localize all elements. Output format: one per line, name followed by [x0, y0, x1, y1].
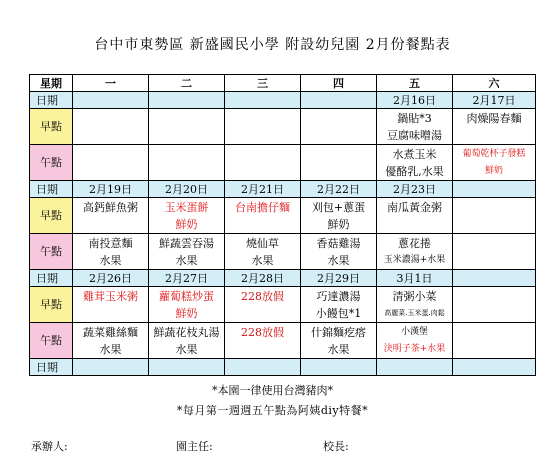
signature-handler: 承辦人:: [31, 440, 68, 453]
meal-item: 水果: [99, 342, 122, 356]
date-label: 日期: [30, 181, 73, 198]
meal-cell: [73, 323, 149, 359]
meal-table: [29, 74, 536, 376]
meal-item: 玉米蛋餅: [164, 200, 209, 214]
weekday-corner-header: 星期: [30, 75, 73, 92]
meal-cell: [225, 198, 301, 234]
meal-cell: [149, 145, 225, 181]
meal-cell: [453, 198, 536, 234]
meal-item: 巧達濃湯: [316, 289, 361, 303]
signature-director: 園主任:: [176, 440, 213, 453]
meal-item: 高鈣鮮魚粥: [83, 200, 138, 214]
weekday-header: 六: [453, 75, 536, 92]
meal-cell: [225, 323, 301, 359]
meal-item: 鮮蔬花枝丸湯: [153, 325, 220, 339]
date-row: [30, 359, 536, 376]
weekday-header: 五: [377, 75, 453, 92]
meal-item: 南瓜黃金粥: [387, 200, 442, 214]
meal-cell: [149, 198, 225, 234]
afternoon-label: 午點: [30, 234, 73, 270]
date-label: 日期: [30, 359, 73, 376]
meal-cell: [301, 198, 377, 234]
meal-cell: [377, 198, 453, 234]
date-cell: 2月27日: [149, 270, 225, 287]
meal-cell: [301, 234, 377, 270]
date-cell: [73, 359, 149, 376]
meal-item: 228放假: [241, 289, 284, 303]
morning-row: [30, 198, 536, 234]
meal-cell: [377, 323, 453, 359]
meal-item: 小漢堡: [400, 326, 428, 337]
afternoon-row: [30, 234, 536, 270]
meal-cell: [301, 287, 377, 323]
morning-label: 早點: [30, 109, 73, 145]
date-cell: [73, 92, 149, 109]
meal-cell: [225, 234, 301, 270]
meal-item: 鍋貼*3: [397, 111, 432, 125]
date-cell: 2月22日: [301, 181, 377, 198]
meal-item: 水果: [175, 253, 198, 267]
date-cell: [149, 92, 225, 109]
meal-item: 優酪乳,水果: [385, 164, 444, 178]
meal-cell: [453, 287, 536, 323]
meal-item: 小饅包*1: [315, 306, 362, 320]
date-cell: 2月23日: [377, 181, 453, 198]
meal-item: 蔥花捲: [398, 236, 431, 250]
date-cell: [453, 359, 536, 376]
meal-cell: [225, 145, 301, 181]
meal-cell: [73, 287, 149, 323]
meal-item: 清粥小菜: [392, 289, 437, 303]
weekday-header: 四: [301, 75, 377, 92]
date-label: 日期: [30, 270, 73, 287]
weekday-header: 二: [149, 75, 225, 92]
meal-item: 228放假: [241, 325, 284, 339]
date-cell: 2月21日: [225, 181, 301, 198]
meal-cell: [377, 234, 453, 270]
date-cell: 2月28日: [225, 270, 301, 287]
meal-item: 玉米濃湯+水果: [383, 254, 446, 265]
meal-item: 刈包+蔥蛋: [311, 200, 366, 214]
meal-item: 水果: [327, 253, 350, 267]
date-row: [30, 92, 536, 109]
morning-label: 早點: [30, 198, 73, 234]
meal-item: 香菇雞湯: [316, 236, 361, 250]
meal-cell: [225, 109, 301, 145]
meal-item: 南投意麵: [88, 236, 133, 250]
date-cell: [301, 92, 377, 109]
meal-cell: [149, 234, 225, 270]
date-cell: 2月19日: [73, 181, 149, 198]
page-title: 台中市東勢區 新盛國民小學 附設幼兒園 2月份餐點表: [94, 37, 451, 53]
pork-origin-note: *本園一律使用台灣豬肉*: [212, 384, 333, 397]
date-cell: [301, 359, 377, 376]
meal-item: 豆腐味噌湯: [387, 128, 442, 142]
date-cell: [377, 359, 453, 376]
meal-cell: [377, 145, 453, 181]
meal-cell: [301, 323, 377, 359]
meal-cell: [301, 109, 377, 145]
meal-item: 鮮奶: [484, 165, 503, 176]
meal-item: 決明子茶+水果: [383, 343, 446, 354]
date-row: [30, 181, 536, 198]
header-row: [30, 75, 536, 92]
date-cell: [225, 92, 301, 109]
meal-cell: [453, 323, 536, 359]
meal-item: 水煮玉米: [392, 147, 437, 161]
date-label: 日期: [30, 92, 73, 109]
meal-item: 蔬菜雞絲麵: [83, 325, 138, 339]
date-cell: 2月17日: [453, 92, 536, 109]
meal-item: 鮮蔬雲吞湯: [159, 236, 214, 250]
meal-cell: [149, 287, 225, 323]
meal-item: 葡萄乾杯子發糕: [462, 148, 526, 159]
meal-item: 水果: [175, 342, 198, 356]
date-cell: 3月1日: [377, 270, 453, 287]
meal-item: 鮮奶: [327, 217, 350, 231]
meal-item: 鮮奶: [175, 217, 198, 231]
meal-item: 水果: [251, 253, 274, 267]
meal-cell: [149, 109, 225, 145]
meal-cell: [453, 109, 536, 145]
meal-cell: [149, 323, 225, 359]
morning-row: [30, 287, 536, 323]
meal-item: 燒仙草: [246, 236, 279, 250]
meal-cell: [377, 109, 453, 145]
meal-cell: [225, 287, 301, 323]
meal-item: 台南擔仔麵: [235, 200, 290, 214]
meal-cell: [377, 287, 453, 323]
date-cell: 2月29日: [301, 270, 377, 287]
afternoon-row: [30, 323, 536, 359]
meal-item: 高麗菜.玉米蛋.肉鬆: [384, 308, 445, 317]
meal-item: 水果: [327, 342, 350, 356]
date-cell: [149, 359, 225, 376]
date-cell: [453, 181, 536, 198]
afternoon-label: 午點: [30, 323, 73, 359]
date-cell: 2月16日: [377, 92, 453, 109]
date-cell: [453, 270, 536, 287]
afternoon-label: 午點: [30, 145, 73, 181]
meal-cell: [73, 198, 149, 234]
signature-principal: 校長:: [323, 440, 349, 453]
diy-special-note: *每月第一週週五午點為阿姨diy特餐*: [176, 404, 369, 417]
morning-row: [30, 109, 536, 145]
meal-cell: [73, 234, 149, 270]
date-cell: [225, 359, 301, 376]
date-cell: 2月20日: [149, 181, 225, 198]
meal-item: 什錦麵疙瘩: [311, 325, 366, 339]
meal-cell: [301, 145, 377, 181]
meal-item: 雞茸玉米粥: [83, 289, 138, 303]
weekday-header: 三: [225, 75, 301, 92]
meal-item: 肉燥陽春麵: [466, 111, 522, 125]
afternoon-row: [30, 145, 536, 181]
meal-cell: [453, 145, 536, 181]
date-cell: 2月26日: [73, 270, 149, 287]
meal-cell: [73, 109, 149, 145]
meal-cell: [453, 234, 536, 270]
date-row: [30, 270, 536, 287]
meal-item: 水果: [99, 253, 122, 267]
morning-label: 早點: [30, 287, 73, 323]
meal-cell: [73, 145, 149, 181]
meal-item: 蘿蔔糕炒蛋: [159, 289, 214, 303]
meal-item: 鮮奶: [175, 306, 198, 320]
weekday-header: 一: [73, 75, 149, 92]
